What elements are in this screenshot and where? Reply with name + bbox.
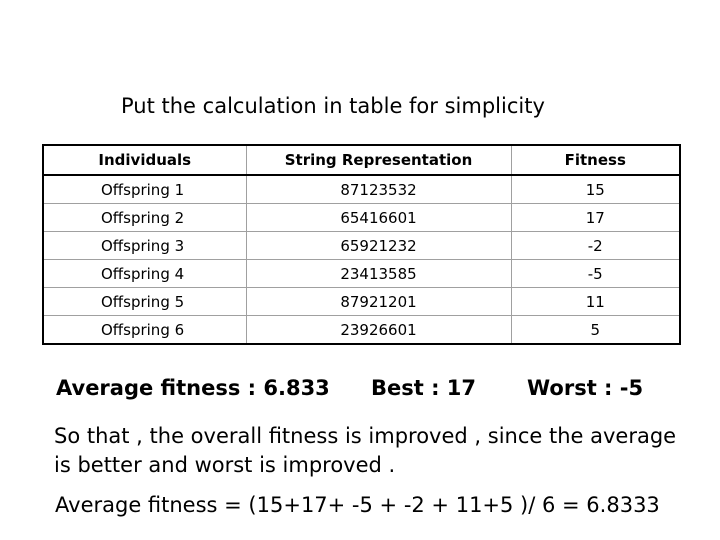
individual-cell: Offspring 5 — [43, 288, 246, 316]
table-row — [43, 232, 680, 260]
table-row — [43, 175, 680, 204]
individual-cell: Offspring 6 — [43, 316, 246, 345]
table-row — [43, 260, 680, 288]
string-cell: 23926601 — [246, 316, 511, 345]
string-cell: 65921232 — [246, 232, 511, 260]
slide-heading: Put the calculation in table for simplicity — [121, 94, 545, 118]
table-header-row — [43, 145, 680, 175]
fitness-cell: 15 — [511, 175, 680, 204]
average-formula: Average fitness = (15+17+ -5 + -2 + 11+5 )/ 6 = 6.8333 — [55, 493, 660, 517]
string-cell: 23413585 — [246, 260, 511, 288]
header-fitness: Fitness — [511, 145, 680, 175]
individual-cell: Offspring 4 — [43, 260, 246, 288]
fitness-table — [42, 144, 681, 345]
header-individuals: Individuals — [43, 145, 246, 175]
fitness-cell: 17 — [511, 204, 680, 232]
individual-cell: Offspring 3 — [43, 232, 246, 260]
worst-fitness-summary: Worst : -5 — [527, 376, 644, 400]
header-string-representation: String Representation — [246, 145, 511, 175]
string-cell: 87921201 — [246, 288, 511, 316]
fitness-cell: -2 — [511, 232, 680, 260]
best-fitness-summary: Best : 17 — [371, 376, 477, 400]
individual-cell: Offspring 2 — [43, 204, 246, 232]
table-row — [43, 288, 680, 316]
fitness-cell: 5 — [511, 316, 680, 345]
average-fitness-summary: Average fitness : 6.833 — [56, 376, 330, 400]
string-cell: 65416601 — [246, 204, 511, 232]
individual-cell: Offspring 1 — [43, 175, 246, 204]
table-row — [43, 204, 680, 232]
string-cell: 87123532 — [246, 175, 511, 204]
conclusion-text: So that , the overall fitness is improved , since the average is better and worst is improved . — [54, 424, 677, 477]
fitness-cell: 11 — [511, 288, 680, 316]
fitness-cell: -5 — [511, 260, 680, 288]
table-row — [43, 316, 680, 345]
